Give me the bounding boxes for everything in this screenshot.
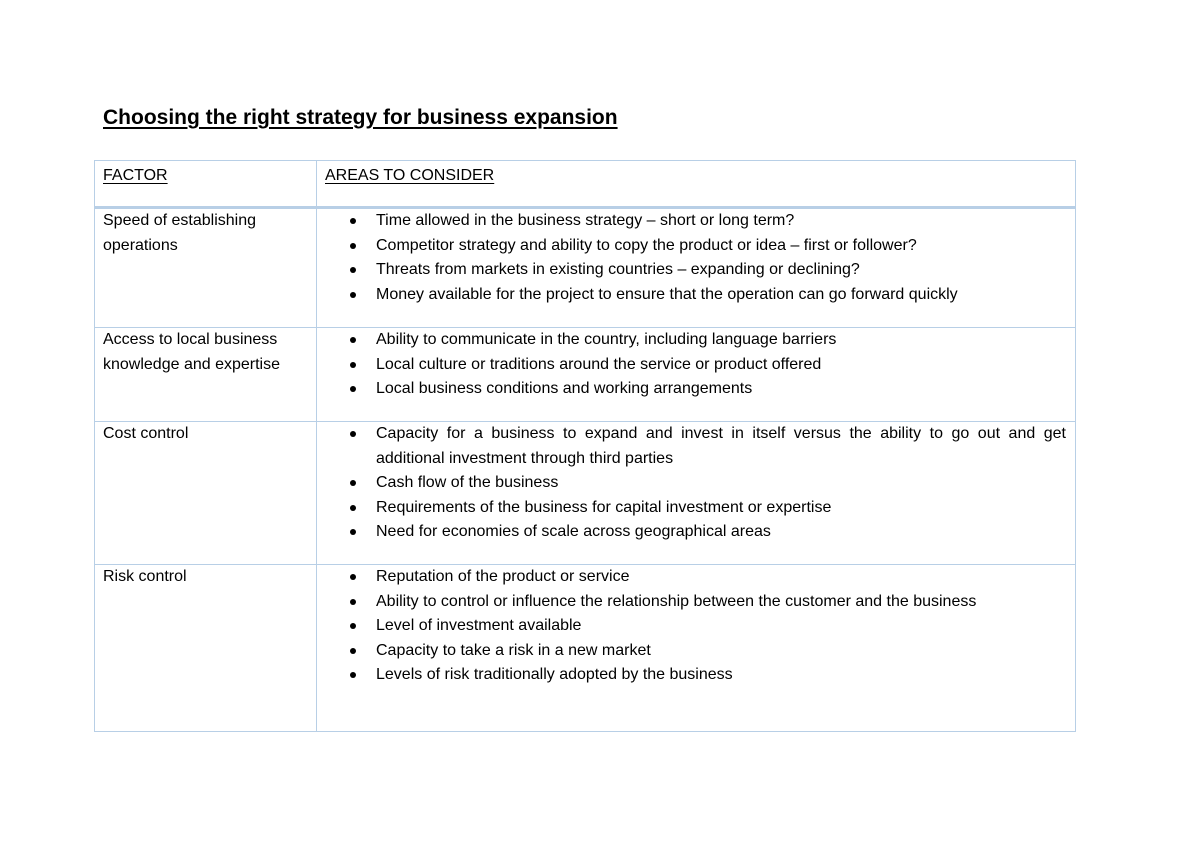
list-item-text: Competitor strategy and ability to copy the product or idea – first or follower?	[376, 236, 917, 254]
areas-cell	[317, 208, 1076, 328]
bullet-icon	[350, 505, 356, 511]
bullet-icon	[350, 599, 356, 605]
list-item-text: Need for economies of scale across geographical areas	[376, 523, 771, 540]
bullet-icon	[350, 362, 356, 368]
factor-column-header: FACTOR	[95, 161, 317, 208]
bullet-icon	[350, 574, 356, 580]
bullet-icon	[350, 218, 356, 224]
bullet-icon	[350, 672, 356, 678]
list-item-text: Capacity for a business to expand and invest in itself versus the ability to go out and get additional investment through third parties	[376, 425, 1066, 467]
list-item	[317, 258, 1066, 283]
list-item	[317, 209, 1066, 234]
bullet-icon	[350, 386, 356, 392]
list-item-text: Cash flow of the business	[376, 474, 559, 491]
list-item	[317, 422, 1066, 471]
areas-column-header: AREAS TO CONSIDER	[317, 161, 1076, 208]
bullet-icon	[350, 337, 356, 343]
factor-cell: Access to local business knowledge and expertise	[95, 328, 317, 422]
strategy-table	[94, 160, 1076, 732]
list-item-text: Ability to control or influence the relationship between the customer and the business	[376, 592, 977, 610]
bullet-icon	[350, 267, 356, 273]
areas-list	[317, 209, 1066, 307]
list-item	[317, 377, 1066, 402]
list-item	[317, 614, 1066, 639]
list-item	[317, 565, 1066, 590]
bullet-icon	[350, 648, 356, 654]
bullet-icon	[350, 623, 356, 629]
list-item	[317, 639, 1066, 664]
list-item-text: Ability to communicate in the country, including language barriers	[376, 331, 837, 348]
list-item-text: Local business conditions and working arrangements	[376, 380, 753, 397]
areas-cell	[317, 565, 1076, 732]
list-item	[317, 520, 1066, 545]
list-item	[317, 283, 1066, 308]
table-row	[95, 328, 1076, 422]
list-item-text: Reputation of the product or service	[376, 568, 630, 585]
list-item-text: Threats from markets in existing countries – expanding or declining?	[376, 261, 860, 278]
areas-list	[317, 565, 1066, 688]
bullet-icon	[350, 292, 356, 298]
factor-cell: Speed of establishing operations	[95, 208, 317, 328]
list-item	[317, 496, 1066, 521]
areas-list	[317, 422, 1066, 545]
table-row	[95, 565, 1076, 732]
areas-list	[317, 328, 1066, 402]
list-item	[317, 353, 1066, 378]
list-item	[317, 328, 1066, 353]
list-item	[317, 234, 1066, 259]
factor-cell: Risk control	[95, 565, 317, 732]
table-row	[95, 208, 1076, 328]
list-item-text: Requirements of the business for capital investment or expertise	[376, 498, 832, 516]
list-item-text: Level of investment available	[376, 617, 582, 634]
list-item-text: Levels of risk traditionally adopted by the business	[376, 666, 733, 683]
page-title: Choosing the right strategy for business expansion	[103, 106, 618, 129]
table-row	[95, 422, 1076, 565]
bullet-icon	[350, 431, 356, 437]
list-item-text: Capacity to take a risk in a new market	[376, 641, 651, 659]
bullet-icon	[350, 529, 356, 535]
list-item	[317, 590, 1066, 615]
list-item	[317, 663, 1066, 688]
list-item-text: Time allowed in the business strategy – short or long term?	[376, 212, 795, 229]
table-header-row	[95, 161, 1076, 208]
list-item-text: Local culture or traditions around the service or product offered	[376, 355, 822, 373]
list-item-text: Money available for the project to ensure that the operation can go forward quickly	[376, 285, 958, 303]
factor-cell: Cost control	[95, 422, 317, 565]
areas-cell	[317, 328, 1076, 422]
areas-cell	[317, 422, 1076, 565]
bullet-icon	[350, 480, 356, 486]
list-item	[317, 471, 1066, 496]
bullet-icon	[350, 243, 356, 249]
